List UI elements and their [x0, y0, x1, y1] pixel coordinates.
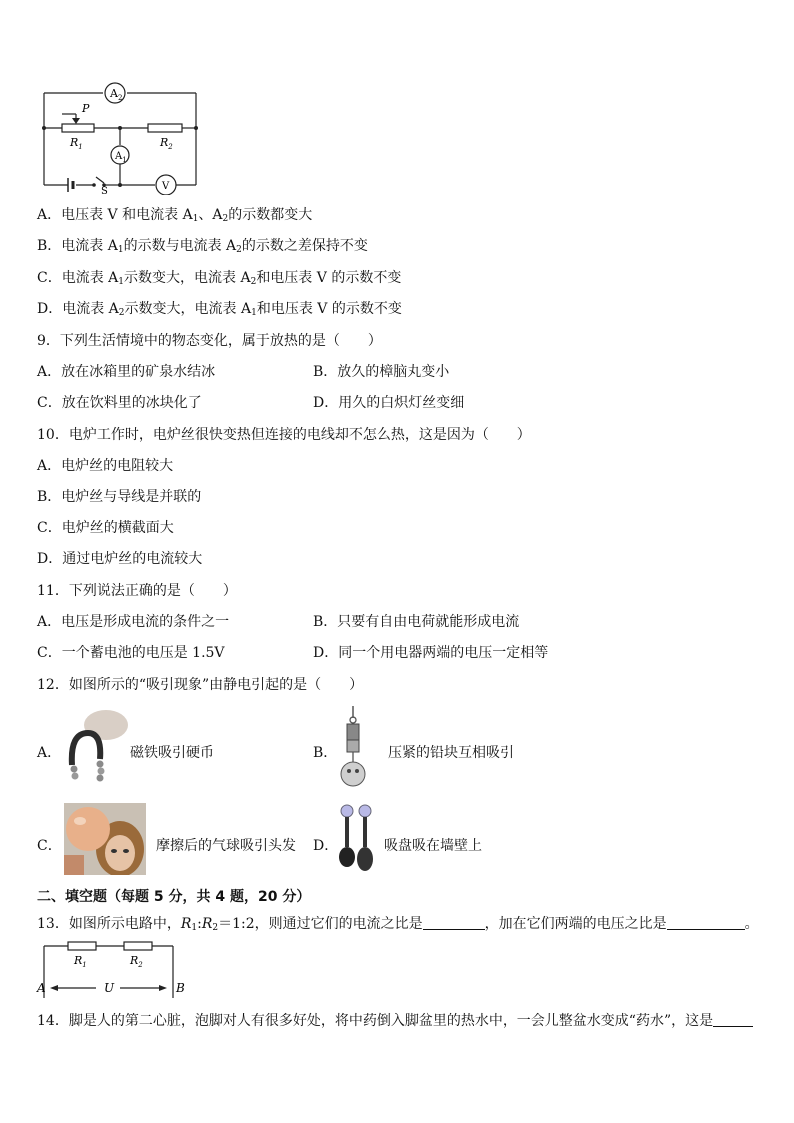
q8-option-c[interactable]: C．电流表 $A_1$示数变大，电流表 $A_2$和电压表 V 的示数不变 — [37, 270, 402, 287]
label-s: S — [101, 186, 108, 195]
q10-option-d[interactable]: D．通过电炉丝的电流较大 — [37, 551, 203, 567]
q13-blank-current[interactable] — [423, 915, 485, 930]
q11-stem: 11．下列说法正确的是（ ） — [37, 583, 237, 599]
q12-option-a-letter[interactable]: A． — [37, 745, 62, 761]
q11-option-c[interactable]: C．一个蓄电池的电压是 1.5V — [37, 645, 225, 661]
q10-option-a[interactable]: A．电炉丝的电阻较大 — [37, 458, 174, 474]
label-v: V — [162, 181, 170, 192]
resistor-r2-symbol — [148, 124, 182, 132]
balloon-hair-image[interactable] — [64, 803, 146, 875]
resistor-r1-symbol — [62, 124, 94, 132]
q11-option-d[interactable]: D．同一个用电器两端的电压一定相等 — [313, 645, 549, 661]
q9-option-a[interactable]: A．放在冰箱里的矿泉水结冰 — [37, 364, 216, 380]
q11-option-a[interactable]: A．电压是形成电流的条件之一 — [37, 614, 230, 630]
q14-blank[interactable] — [713, 1012, 753, 1027]
q13-label-r2: $R_2$ — [130, 954, 143, 969]
q13-label-r1: $R_1$ — [74, 954, 87, 969]
q13-circuit-diagram — [36, 938, 186, 1000]
q9-stem: 9．下列生活情境中的物态变化，属于放热的是（ ） — [37, 333, 382, 349]
q12-option-d-letter[interactable]: D． — [313, 838, 339, 854]
q12-option-a-text: 磁铁吸引硬币 — [130, 745, 214, 761]
suction-cup-image[interactable] — [335, 803, 377, 875]
q13-text: 13．如图所示电路中，$R_1:R_2=1:2$，则通过它们的电流之比是 ，加在它们两端的电压之比是 。 — [37, 916, 759, 933]
q13-label-u: U — [104, 981, 115, 995]
q12-option-d-text: 吸盘吸在墙壁上 — [384, 838, 482, 854]
label-a1: $A_1$ — [115, 151, 127, 164]
lead-blocks-image[interactable] — [333, 706, 373, 792]
q12-option-c-letter[interactable]: C． — [37, 838, 62, 854]
q14-text: 14．脚是人的第二心脏，泡脚对人有很多好处，将中药倒入脚盆里的热水中，一会儿整盆水变成“药水”，这是 — [37, 1011, 753, 1031]
q12-option-b-text: 压紧的铅块互相吸引 — [388, 745, 514, 761]
label-r1: $R_1$ — [70, 136, 83, 151]
q11-option-b[interactable]: B．只要有自由电荷就能形成电流 — [313, 614, 520, 630]
q13-label-b: B — [176, 981, 185, 995]
q9-option-b[interactable]: B．放久的樟脑丸变小 — [313, 364, 450, 380]
label-p: P — [82, 102, 90, 115]
label-a2: $A_2$ — [110, 87, 123, 102]
q8-option-d[interactable]: D．电流表 $A_2$示数变大，电流表 $A_1$和电压表 V 的示数不变 — [37, 301, 402, 318]
q10-option-c[interactable]: C．电炉丝的横截面大 — [37, 520, 174, 536]
q10-stem: 10．电炉工作时，电炉丝很快变热但连接的电线却不怎么热，这是因为（ ） — [37, 427, 531, 443]
q8-option-b[interactable]: B．电流表 $A_1$的示数与电流表 $A_2$的示数之差保持不变 — [37, 238, 368, 255]
section-2-heading: 二、填空题（每题 5 分，共 4 题，20 分） — [37, 889, 311, 905]
label-r2: $R_2$ — [160, 136, 173, 151]
q12-stem: 12．如图所示的“吸引现象”由静电引起的是（ ） — [37, 677, 364, 693]
q9-option-d[interactable]: D．用久的白炽灯丝变细 — [313, 395, 465, 411]
q12-option-c-text: 摩擦后的气球吸引头发 — [156, 838, 296, 854]
q13-label-a: A — [37, 981, 46, 995]
q12-option-b-letter[interactable]: B． — [313, 745, 338, 761]
q8-circuit-diagram — [38, 80, 203, 195]
q10-option-b[interactable]: B．电炉丝与导线是并联的 — [37, 489, 202, 505]
q13-blank-voltage[interactable] — [667, 915, 745, 930]
magnet-coins-image[interactable] — [62, 707, 128, 787]
q9-option-c[interactable]: C．放在饮料里的冰块化了 — [37, 395, 202, 411]
q8-option-a[interactable]: A．电压表 V 和电流表 $A_1$、$A_2$的示数都变大 — [37, 207, 313, 224]
